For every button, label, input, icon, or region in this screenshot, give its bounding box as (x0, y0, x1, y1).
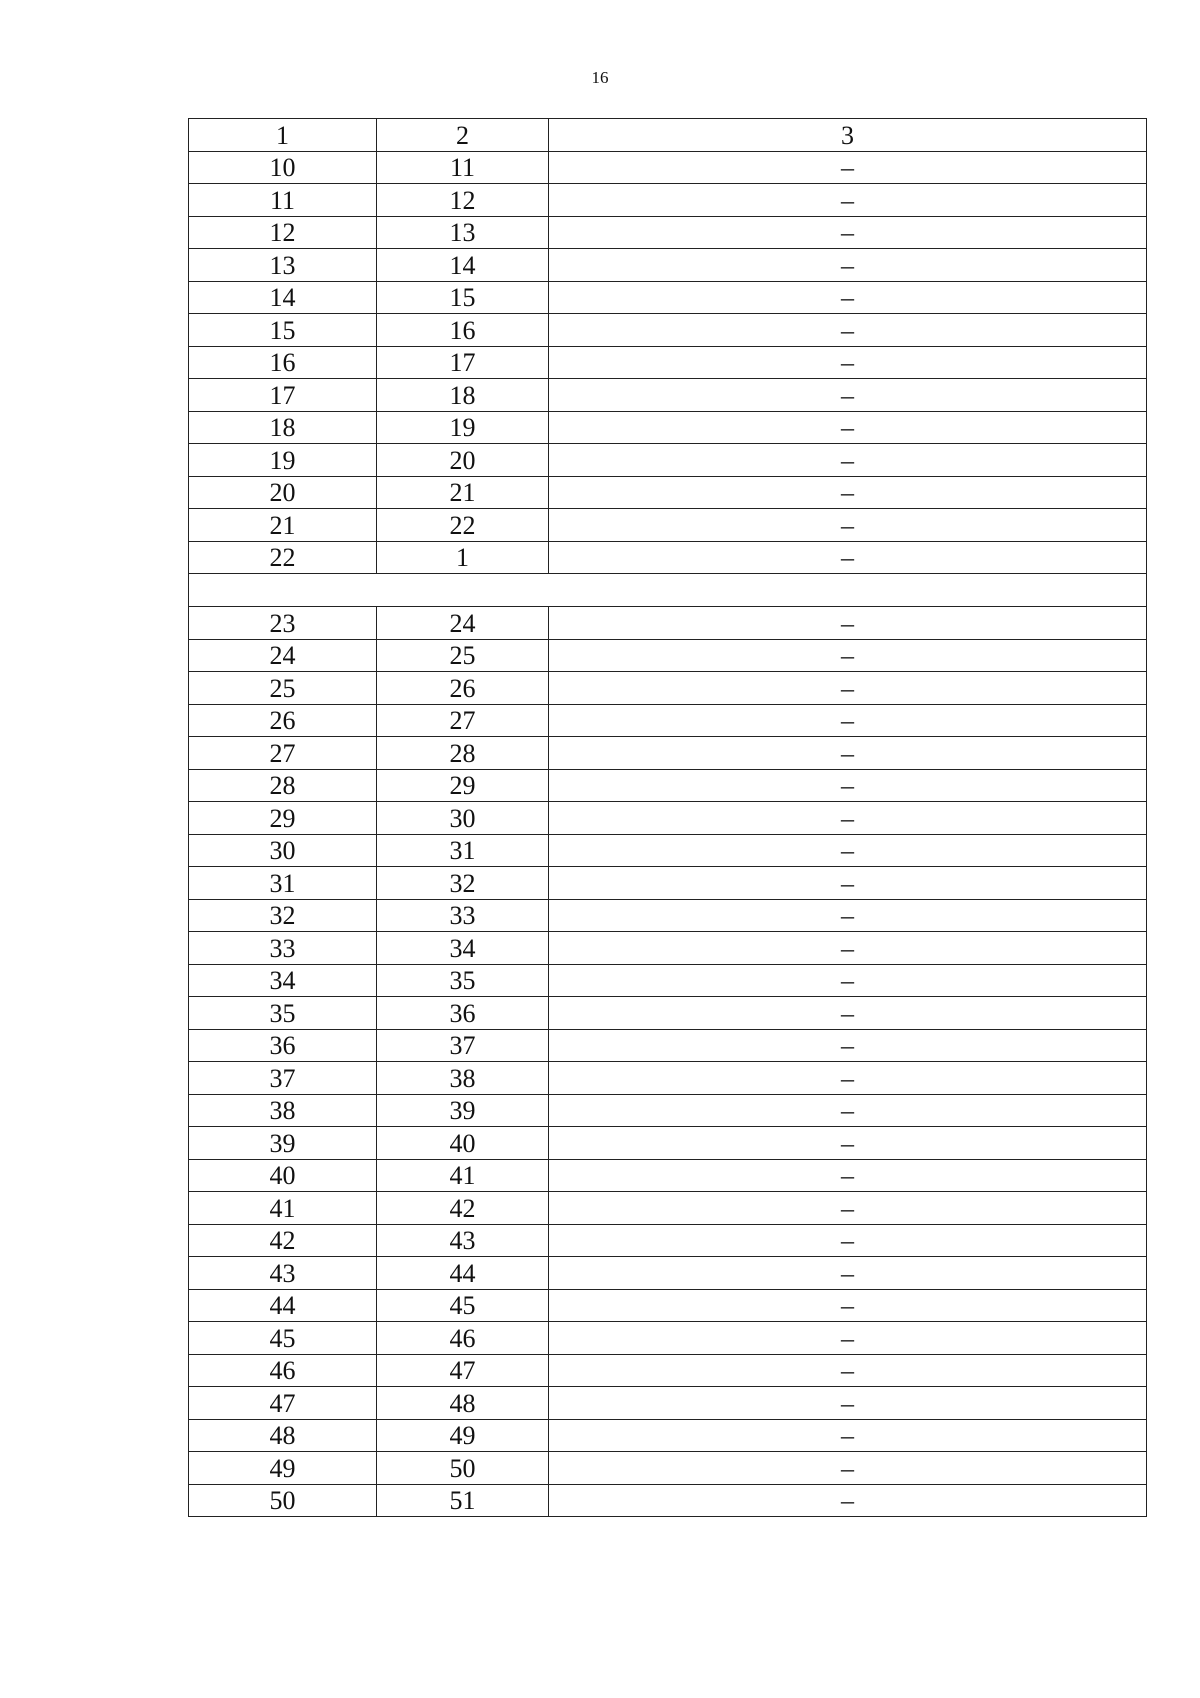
table-cell-col-2: 44 (377, 1257, 549, 1290)
table-cell-col-1: 36 (189, 1029, 377, 1062)
table-cell-col-3: – (549, 834, 1147, 867)
table-row (189, 1029, 1147, 1062)
table-cell-col-2: 47 (377, 1354, 549, 1387)
table-cell-col-1: 25 (189, 672, 377, 705)
table-cell-col-1: 33 (189, 932, 377, 965)
table-cell-col-2: 40 (377, 1127, 549, 1160)
table-body (189, 119, 1147, 1517)
table-cell-col-2: 46 (377, 1322, 549, 1355)
table-row (189, 216, 1147, 249)
table-cell-col-2: 38 (377, 1062, 549, 1095)
table-row (189, 1387, 1147, 1420)
table-cell-col-1: 40 (189, 1159, 377, 1192)
table-cell-col-2: 43 (377, 1224, 549, 1257)
table-cell-col-2: 51 (377, 1484, 549, 1517)
table-cell-col-3: – (549, 1419, 1147, 1452)
table-cell-col-1: 48 (189, 1419, 377, 1452)
table-row (189, 737, 1147, 770)
table-row (189, 607, 1147, 640)
table-cell-col-2: 24 (377, 607, 549, 640)
table-row (189, 997, 1147, 1030)
table-cell-col-3: – (549, 1159, 1147, 1192)
table-cell-col-2: 35 (377, 964, 549, 997)
table-row (189, 704, 1147, 737)
table-cell-col-2: 34 (377, 932, 549, 965)
table-cell-col-2: 32 (377, 867, 549, 900)
table-cell-col-1: 17 (189, 379, 377, 412)
table-cell-col-3: – (549, 1257, 1147, 1290)
table-cell-col-1: 34 (189, 964, 377, 997)
table-cell-col-1: 13 (189, 249, 377, 282)
page-number: 16 (591, 68, 609, 87)
table-cell-col-3: – (549, 249, 1147, 282)
table-cell-col-1: 10 (189, 151, 377, 184)
table-cell-col-1: 44 (189, 1289, 377, 1322)
table-cell-col-3: – (549, 899, 1147, 932)
table-row (189, 1224, 1147, 1257)
table-cell-col-2: 17 (377, 346, 549, 379)
table-row (189, 769, 1147, 802)
table-cell-col-1: 28 (189, 769, 377, 802)
table-cell-col-2: 50 (377, 1452, 549, 1485)
table-row (189, 1289, 1147, 1322)
column-header-3: 3 (549, 119, 1147, 152)
table-cell-col-3: – (549, 1387, 1147, 1420)
table-cell-col-1: 41 (189, 1192, 377, 1225)
table-row (189, 867, 1147, 900)
table-cell-col-3: – (549, 184, 1147, 217)
table-cell-col-1: 19 (189, 444, 377, 477)
table-cell-col-1: 18 (189, 411, 377, 444)
table-row (189, 411, 1147, 444)
table-cell-col-2: 42 (377, 1192, 549, 1225)
table-cell-col-2: 20 (377, 444, 549, 477)
table-cell-col-3: – (549, 314, 1147, 347)
column-header-2: 2 (377, 119, 549, 152)
table-cell-col-2: 12 (377, 184, 549, 217)
table-cell-col-3: – (549, 704, 1147, 737)
table-cell-col-1: 49 (189, 1452, 377, 1485)
table-cell-col-2: 27 (377, 704, 549, 737)
table-cell-col-1: 32 (189, 899, 377, 932)
table-row (189, 1159, 1147, 1192)
table-cell-col-3: – (549, 1192, 1147, 1225)
table-row (189, 346, 1147, 379)
table-cell-col-1: 35 (189, 997, 377, 1030)
table-cell-col-2: 30 (377, 802, 549, 835)
table-row (189, 899, 1147, 932)
table-cell-col-3: – (549, 802, 1147, 835)
table-cell-col-1: 26 (189, 704, 377, 737)
table-cell-col-3: – (549, 476, 1147, 509)
table-cell-col-1: 14 (189, 281, 377, 314)
table-row (189, 249, 1147, 282)
table-row (189, 932, 1147, 965)
column-header-1: 1 (189, 119, 377, 152)
table-cell-col-2: 1 (377, 541, 549, 574)
table-cell-col-2: 39 (377, 1094, 549, 1127)
table-cell-col-1: 22 (189, 541, 377, 574)
table-cell-col-1: 42 (189, 1224, 377, 1257)
table-cell-col-1: 43 (189, 1257, 377, 1290)
table-cell-col-2: 13 (377, 216, 549, 249)
table-cell-col-1: 20 (189, 476, 377, 509)
table-cell-col-3: – (549, 1354, 1147, 1387)
separator-cell (189, 574, 1147, 607)
table-cell-col-3: – (549, 1062, 1147, 1095)
table-cell-col-1: 29 (189, 802, 377, 835)
table-cell-col-3: – (549, 379, 1147, 412)
table-cell-col-2: 19 (377, 411, 549, 444)
table-cell-col-2: 25 (377, 639, 549, 672)
table-row (189, 1484, 1147, 1517)
table-cell-col-3: – (549, 216, 1147, 249)
table-cell-col-2: 36 (377, 997, 549, 1030)
table-cell-col-3: – (549, 411, 1147, 444)
table-cell-col-3: – (549, 639, 1147, 672)
table-cell-col-3: – (549, 997, 1147, 1030)
table-cell-col-2: 41 (377, 1159, 549, 1192)
table-cell-col-2: 15 (377, 281, 549, 314)
table-row (189, 1419, 1147, 1452)
table-cell-col-2: 45 (377, 1289, 549, 1322)
table-cell-col-2: 49 (377, 1419, 549, 1452)
table-cell-col-2: 26 (377, 672, 549, 705)
table-cell-col-3: – (549, 867, 1147, 900)
table-cell-col-2: 37 (377, 1029, 549, 1062)
table-cell-col-1: 38 (189, 1094, 377, 1127)
table-row (189, 444, 1147, 477)
table-cell-col-1: 16 (189, 346, 377, 379)
table-cell-col-2: 18 (377, 379, 549, 412)
table-row (189, 639, 1147, 672)
data-table (188, 118, 1147, 1517)
table-cell-col-3: – (549, 151, 1147, 184)
table-cell-col-3: – (549, 1452, 1147, 1485)
table-cell-col-2: 14 (377, 249, 549, 282)
table-cell-col-2: 22 (377, 509, 549, 542)
table-cell-col-3: – (549, 964, 1147, 997)
table-cell-col-3: – (549, 932, 1147, 965)
table-row (189, 184, 1147, 217)
table-cell-col-3: – (549, 1224, 1147, 1257)
table-cell-col-3: – (549, 1322, 1147, 1355)
table-row (189, 1452, 1147, 1485)
table-row (189, 314, 1147, 347)
table-row (189, 151, 1147, 184)
table-cell-col-1: 11 (189, 184, 377, 217)
table-row (189, 1094, 1147, 1127)
table-cell-col-1: 21 (189, 509, 377, 542)
table-cell-col-2: 28 (377, 737, 549, 770)
table-cell-col-3: – (549, 444, 1147, 477)
table-cell-col-1: 39 (189, 1127, 377, 1160)
table-row (189, 1322, 1147, 1355)
table-header-row (189, 119, 1147, 152)
table-cell-col-1: 30 (189, 834, 377, 867)
table-cell-col-3: – (549, 1484, 1147, 1517)
table-cell-col-1: 47 (189, 1387, 377, 1420)
table-cell-col-2: 31 (377, 834, 549, 867)
table-row (189, 509, 1147, 542)
table-cell-col-1: 12 (189, 216, 377, 249)
table-cell-col-1: 27 (189, 737, 377, 770)
table-cell-col-1: 24 (189, 639, 377, 672)
table-row (189, 964, 1147, 997)
table-cell-col-2: 11 (377, 151, 549, 184)
table-cell-col-1: 15 (189, 314, 377, 347)
table-row (189, 802, 1147, 835)
table-cell-col-3: – (549, 672, 1147, 705)
table-cell-col-3: – (549, 281, 1147, 314)
table-cell-col-3: – (549, 1127, 1147, 1160)
table-cell-col-3: – (549, 509, 1147, 542)
table-row (189, 672, 1147, 705)
table-cell-col-3: – (549, 1029, 1147, 1062)
table-row (189, 476, 1147, 509)
table-cell-col-3: – (549, 541, 1147, 574)
table-cell-col-2: 16 (377, 314, 549, 347)
table-section-separator (189, 574, 1147, 607)
table-cell-col-2: 48 (377, 1387, 549, 1420)
table-cell-col-1: 23 (189, 607, 377, 640)
table-cell-col-1: 31 (189, 867, 377, 900)
table-cell-col-1: 46 (189, 1354, 377, 1387)
table-cell-col-1: 37 (189, 1062, 377, 1095)
table-row (189, 834, 1147, 867)
table-cell-col-3: – (549, 1094, 1147, 1127)
table-row (189, 281, 1147, 314)
table-row (189, 1354, 1147, 1387)
table-cell-col-1: 50 (189, 1484, 377, 1517)
table-cell-col-1: 45 (189, 1322, 377, 1355)
table-cell-col-3: – (549, 737, 1147, 770)
table-row (189, 1127, 1147, 1160)
table-cell-col-3: – (549, 607, 1147, 640)
table-row (189, 1257, 1147, 1290)
table-cell-col-2: 21 (377, 476, 549, 509)
table-row (189, 1062, 1147, 1095)
table-row (189, 541, 1147, 574)
table-cell-col-3: – (549, 346, 1147, 379)
table-row (189, 379, 1147, 412)
table-cell-col-3: – (549, 1289, 1147, 1322)
table-row (189, 1192, 1147, 1225)
table-cell-col-3: – (549, 769, 1147, 802)
table-cell-col-2: 29 (377, 769, 549, 802)
table-cell-col-2: 33 (377, 899, 549, 932)
